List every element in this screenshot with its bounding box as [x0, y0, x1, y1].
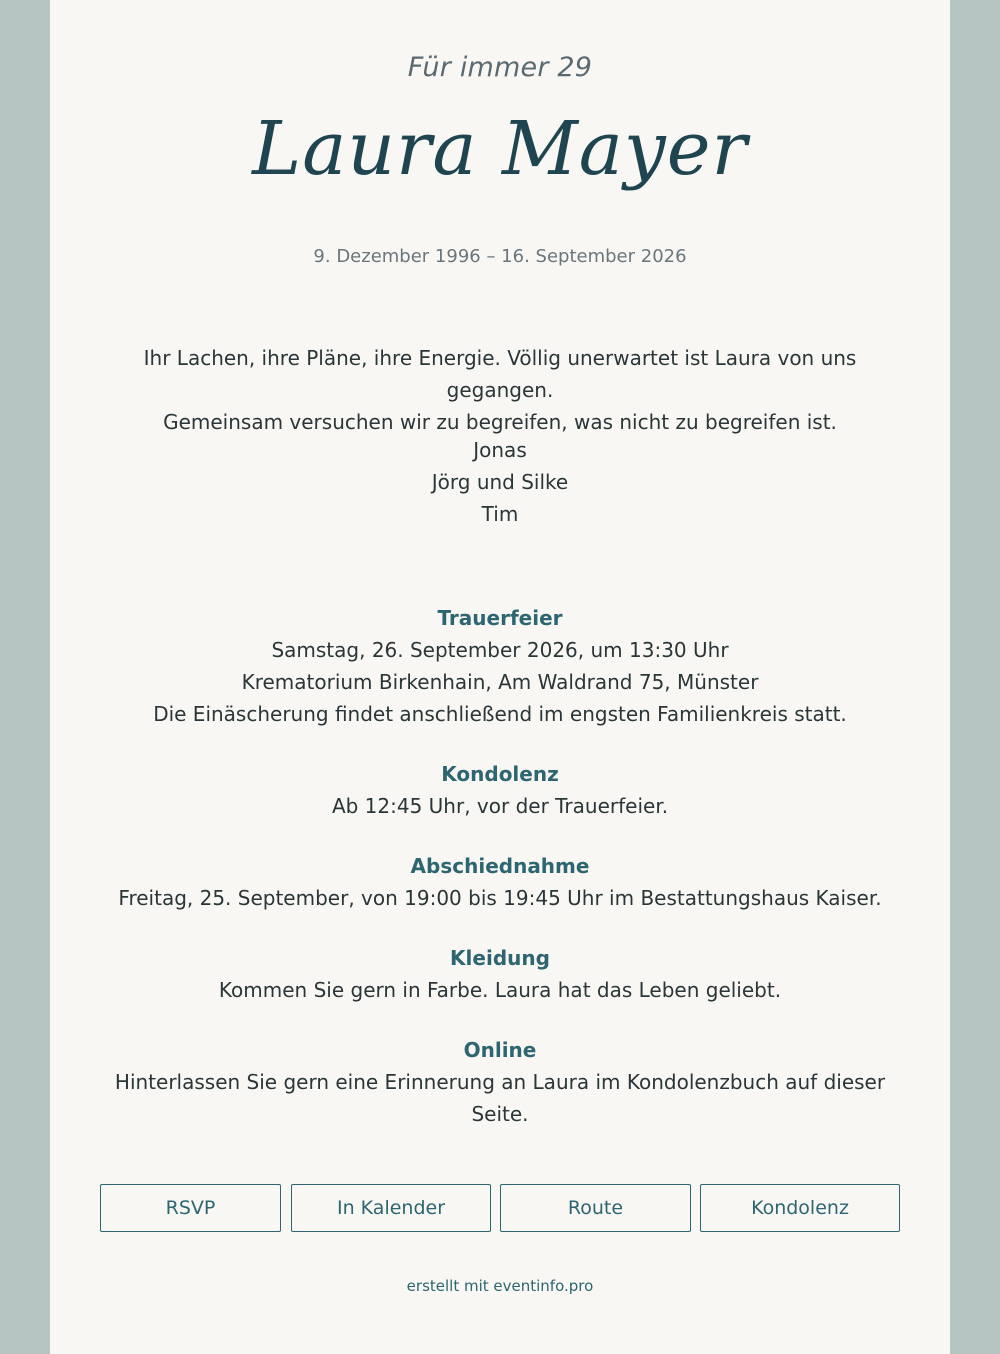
rsvp-button[interactable]: RSVP [100, 1184, 281, 1232]
family-member: Jonas [473, 438, 527, 462]
section-trauerfeier [110, 602, 890, 730]
section-line: Hinterlassen Sie gern eine Erinnerung an Laura im Kondolenzbuch auf dieser Seite. [114, 1070, 886, 1126]
section-line: Die Einäscherung findet anschließend im engsten Familienkreis statt. [153, 702, 847, 726]
section-line: Krematorium Birkenhain, Am Waldrand 75, Münster [241, 670, 759, 694]
section-title: Abschiednahme [410, 854, 590, 878]
event-sections [110, 602, 890, 1158]
section-line: Freitag, 25. September, von 19:00 bis 19:45 Uhr im Bestattungshaus Kaiser. [118, 886, 882, 910]
subtitle: Für immer 29 [407, 52, 593, 83]
deceased-name: Laura Mayer [252, 106, 748, 192]
section-title: Online [463, 1038, 537, 1062]
family-member: Jörg und Silke [431, 470, 569, 494]
intro-line: Gemeinsam versuchen wir zu begreifen, was nicht zu begreifen ist. [163, 410, 837, 434]
intro-line: Ihr Lachen, ihre Pläne, ihre Energie. Völlig unerwartet ist Laura von uns gegangen. [143, 346, 857, 402]
section-line: Samstag, 26. September 2026, um 13:30 Uhr [271, 638, 729, 662]
life-dates: 9. Dezember 1996 – 16. September 2026 [313, 246, 687, 267]
intro-text [90, 342, 910, 438]
family-list [50, 434, 950, 530]
route-button[interactable]: Route [500, 1184, 691, 1232]
family-member: Tim [481, 502, 519, 526]
section-online [110, 1034, 890, 1130]
section-abschiednahme [110, 850, 890, 914]
section-title: Trauerfeier [437, 606, 563, 630]
section-kleidung [110, 942, 890, 1006]
condolence-button[interactable]: Kondolenz [700, 1184, 900, 1232]
section-line: Ab 12:45 Uhr, vor der Trauerfeier. [331, 794, 669, 818]
footer-credit[interactable]: erstellt mit eventinfo.pro [406, 1277, 594, 1295]
section-kondolenz [110, 758, 890, 822]
add-to-calendar-button[interactable]: In Kalender [291, 1184, 491, 1232]
action-buttons [100, 1184, 900, 1232]
section-title: Kondolenz [441, 762, 559, 786]
obituary-card [50, 0, 950, 1354]
section-line: Kommen Sie gern in Farbe. Laura hat das Leben geliebt. [218, 978, 782, 1002]
section-title: Kleidung [450, 946, 550, 970]
